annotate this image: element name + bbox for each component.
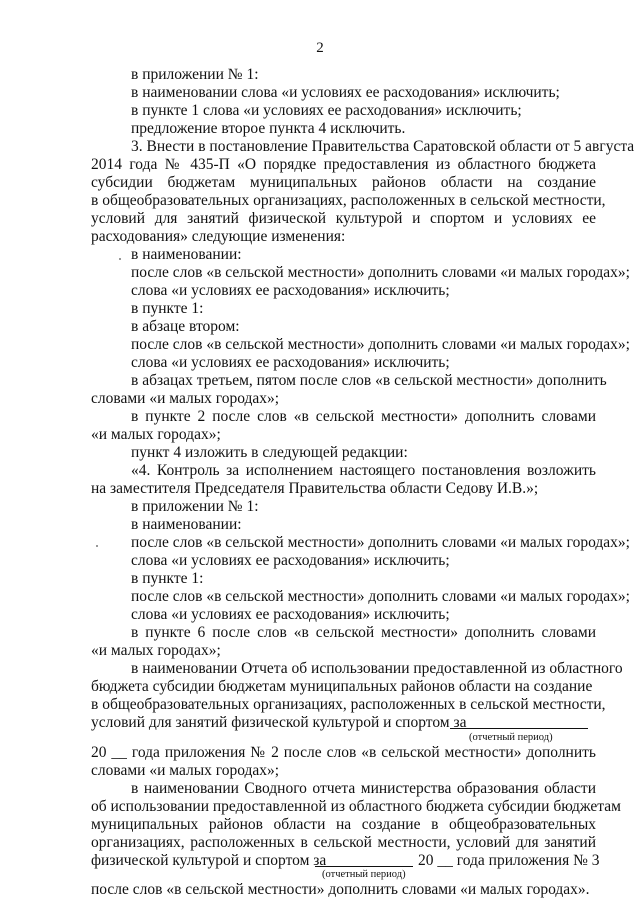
text-line: 20 __ года приложения № 2 после слов «в сельской местности» дополнить (91, 744, 596, 761)
reporting-period-caption: (отчетный период) (469, 732, 553, 743)
text-line: слова «и условиях ее расходования» исключить; (131, 282, 450, 299)
text-line: расходования» следующие изменения: (91, 228, 346, 245)
reporting-period-caption: (отчетный период) (322, 869, 406, 880)
text-line: в абзаце втором: (131, 318, 240, 335)
text-line: слова «и условиях ее расходования» исключить; (131, 552, 450, 569)
text-line: в приложении № 1: (131, 66, 259, 83)
text-line: в наименовании: (131, 246, 242, 263)
text-line: в пункте 6 после слов «в сельской местности» дополнить словами (131, 624, 596, 641)
text-line: условий для занятий физической культурой и спортом за (91, 714, 467, 731)
reporting-period-blank (315, 853, 413, 867)
text-line: в приложении № 1: (131, 498, 259, 515)
text-line: пункт 4 изложить в следующей редакции: (131, 444, 408, 461)
text-line: в наименовании Отчета об использовании предоставленной из областного (131, 660, 623, 677)
text-line: условий для занятий физической культурой и спортом и условиях ее (91, 210, 596, 227)
text-line: 2014 года № 435-П «О порядке предоставления из областного бюджета (91, 156, 596, 173)
text-line: в наименовании слова «и условиях ее расходования» исключить; (131, 84, 560, 101)
text-line: после слов «в сельской местности» дополнить словами «и малых городах»; (131, 534, 630, 551)
text-line: после слов «в сельской местности» дополнить словами «и малых городах»; (131, 264, 630, 281)
text-line: после слов «в сельской местности» дополнить словами «и малых городах»; (131, 336, 630, 353)
text-line: в наименовании Сводного отчета министерства образования области (131, 780, 596, 797)
text-line: в пункте 1: (131, 300, 204, 317)
text-line: «и малых городах»; (91, 642, 221, 659)
text-line: физической культурой и спортом за (91, 852, 327, 869)
text-line: об использовании предоставленной из областного бюджета субсидии бюджетам (91, 798, 621, 815)
scan-speck (96, 545, 98, 547)
text-line: слова «и условиях ее расходования» исключить; (131, 606, 450, 623)
text-line: организациях, расположенных в сельской местности, условий для занятий (91, 834, 596, 851)
text-line: 20 __ года приложения № 3 (418, 852, 600, 869)
text-line: в общеобразовательных организациях, расположенных в сельской местности, (91, 192, 606, 209)
text-line: на заместителя Председателя Правительства области Седову И.В.»; (91, 480, 539, 497)
text-line: словами «и малых городах»; (91, 390, 280, 407)
text-line: словами «и малых городах»; (91, 762, 280, 779)
text-line: предложение второе пункта 4 исключить. (131, 120, 406, 137)
text-line: «и малых городах»; (91, 426, 221, 443)
paragraph-start: 3. Внести в постановление Правительства Саратовской области от 5 августа (131, 138, 635, 155)
page-number: 2 (316, 40, 324, 56)
text-line: в пункте 1: (131, 570, 204, 587)
text-line: муниципальных районов области на создание в общеобразовательных (91, 816, 596, 833)
reporting-period-blank (450, 715, 588, 729)
text-line: субсидии бюджетам муниципальных районов области на создание (91, 174, 596, 191)
text-line: в пункте 1 слова «и условиях ее расходования» исключить; (131, 102, 522, 119)
text-line: «4. Контроль за исполнением настоящего постановления возложить (131, 462, 596, 479)
text-line: в пункте 2 после слов «в сельской местности» дополнить словами (131, 408, 596, 425)
text-line: в наименовании: (131, 516, 242, 533)
scan-speck (119, 258, 121, 260)
text-line: в абзацах третьем, пятом после слов «в сельской местности» дополнить (131, 372, 607, 389)
text-line: после слов «в сельской местности» дополнить словами «и малых городах». (91, 881, 590, 898)
text-line: слова «и условиях ее расходования» исключить; (131, 354, 450, 371)
text-line: бюджета субсидии бюджетам муниципальных районов области на создание (91, 678, 593, 695)
text-line: после слов «в сельской местности» дополнить словами «и малых городах»; (131, 588, 630, 605)
text-line: в общеобразовательных организациях, расположенных в сельской местности, (91, 696, 606, 713)
